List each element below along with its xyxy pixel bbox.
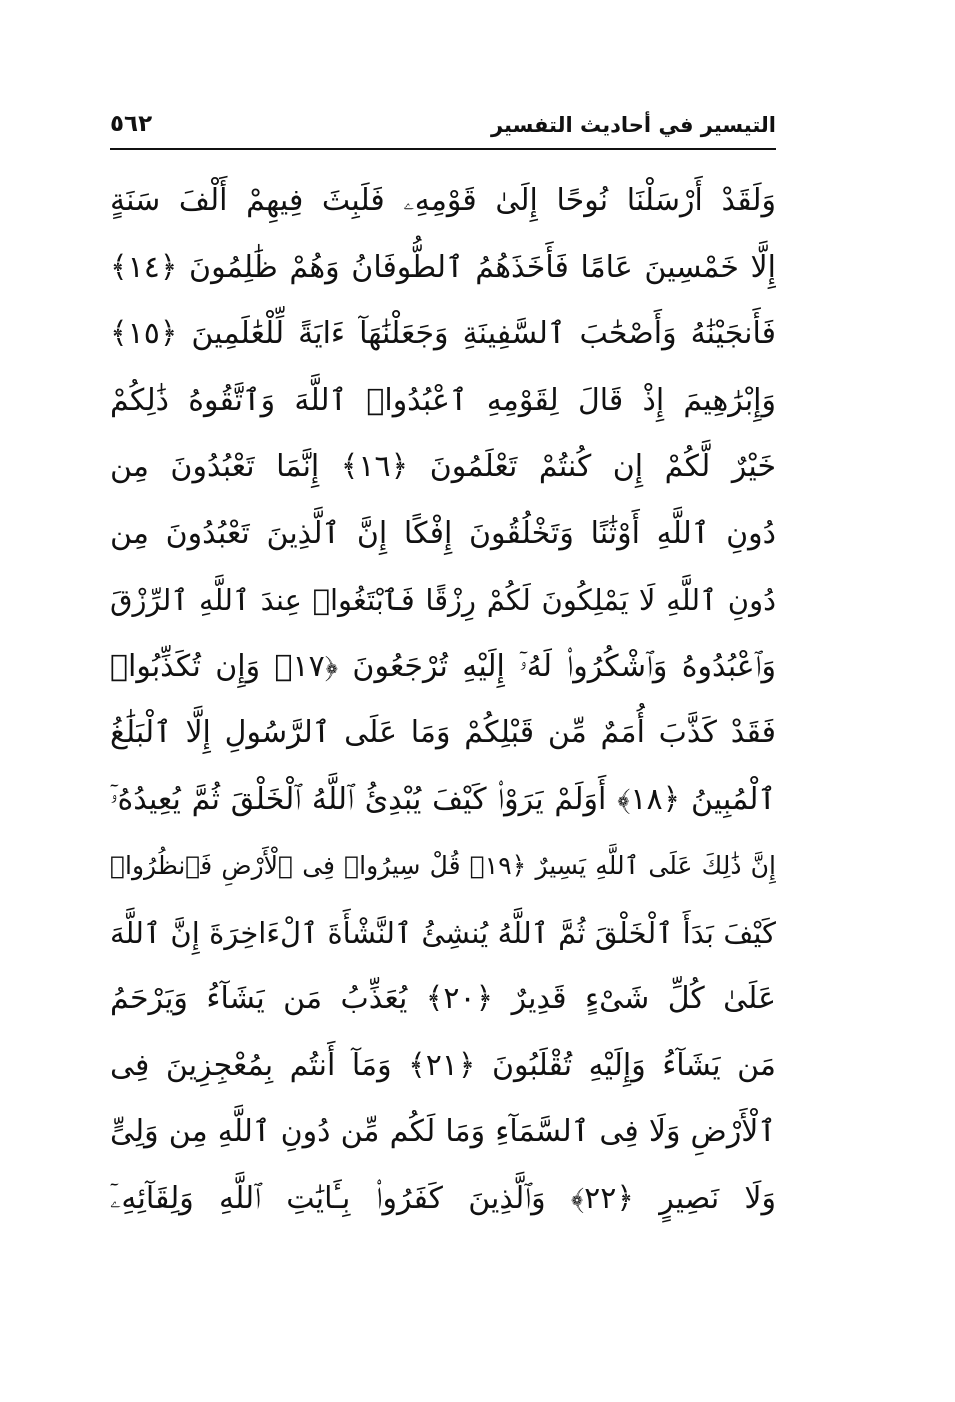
verse-line: ٱلْمُبِينُ ﴿١٨﴾ أَوَلَمْ يَرَوْا۟ كَيْفَ يُبْدِئُ ٱللَّهُ ٱلْخَلْقَ ثُمَّ يُعِيدُهُۥٓ	[110, 781, 776, 817]
verse-line: ٱلْأَرْضِ وَلَا فِى ٱلسَّمَآءِ وَمَا لَكُم مِّن دُونِ ٱللَّهِ مِن وَلِىٍّ	[110, 1114, 776, 1149]
verse-line: فَقَدْ كَذَّبَ أُمَمٌ مِّن قَبْلِكُمْ وَمَا عَلَى ٱلرَّسُولِ إِلَّا ٱلْبَلَٰغُ	[110, 715, 776, 750]
verse-line: عَلَىٰ كُلِّ شَىْءٍ قَدِيرٌ ﴿٢٠﴾ يُعَذِّبُ مَن يَشَآءُ وَيَرْحَمُ	[110, 981, 776, 1016]
verse-line: كَيْفَ بَدَأَ ٱلْخَلْقَ ثُمَّ ٱللَّهُ يُنشِئُ ٱلنَّشْأَةَ ٱلْءَاخِرَةَ إِنَّ ٱللَّهَ	[110, 915, 776, 950]
verse-line: إِنَّ ذَٰلِكَ عَلَى ٱللَّهِ يَسِيرٌ ﴿١٩﴾ قُلْ سِيرُوا۟ فِى ٱلْأَرْضِ فَٱنظُرُوا۟	[110, 851, 776, 880]
page-number: ٥٦٢	[110, 111, 153, 137]
verse-line: فَأَنجَيْنَٰهُ وَأَصْحَٰبَ ٱلسَّفِينَةِ وَجَعَلْنَٰهَآ ءَايَةً لِّلْعَٰلَمِينَ ﴿١٥﴾	[110, 316, 776, 351]
verse-line: إِلَّا خَمْسِينَ عَامًا فَأَخَذَهُمُ ٱلطُّوفَانُ وَهُمْ ظَٰلِمُونَ ﴿١٤﴾	[110, 249, 776, 285]
verse-line: وَلَقَدْ أَرْسَلْنَا نُوحًا إِلَىٰ قَوْمِهِۦ فَلَبِثَ فِيهِمْ أَلْفَ سَنَةٍ	[110, 183, 776, 218]
running-title: التيسير في أحاديث التفسير	[490, 113, 776, 137]
verse-line: وَٱعْبُدُوهُ وَٱشْكُرُوا۟ لَهُۥٓ إِلَيْهِ تُرْجَعُونَ ﴿١٧﴾ وَإِن تُكَذِّبُوا۟	[110, 648, 776, 684]
verse-line: دُونِ ٱللَّهِ أَوْثَٰنًا وَتَخْلُقُونَ إِفْكًا إِنَّ ٱلَّذِينَ تَعْبُدُونَ مِن	[110, 515, 776, 551]
verse-line: دُونِ ٱللَّهِ لَا يَمْلِكُونَ لَكُمْ رِزْقًا فَٱبْتَغُوا۟ عِندَ ٱللَّهِ ٱلرِّزْقَ	[110, 583, 776, 617]
verse-line: وَلَا نَصِيرٍ ﴿٢٢﴾ وَٱلَّذِينَ كَفَرُوا۟ بِـَٔايَٰتِ ٱللَّهِ وَلِقَآئِهِۦٓ	[110, 1180, 776, 1216]
verse-line: وَإِبْرَٰهِيمَ إِذْ قَالَ لِقَوْمِهِ ٱعْبُدُوا۟ ٱللَّهَ وَٱتَّقُوهُ ذَٰلِكُمْ	[110, 382, 776, 418]
quran-text-block	[110, 168, 776, 1232]
page-header	[110, 108, 776, 146]
verse-line: مَن يَشَآءُ وَإِلَيْهِ تُقْلَبُونَ ﴿٢١﴾ وَمَآ أَنتُم بِمُعْجِزِينَ فِى	[110, 1047, 776, 1083]
header-divider	[110, 148, 776, 150]
verse-line: خَيْرٌ لَّكُمْ إِن كُنتُمْ تَعْلَمُونَ ﴿١٦﴾ إِنَّمَا تَعْبُدُونَ مِن	[110, 449, 776, 484]
